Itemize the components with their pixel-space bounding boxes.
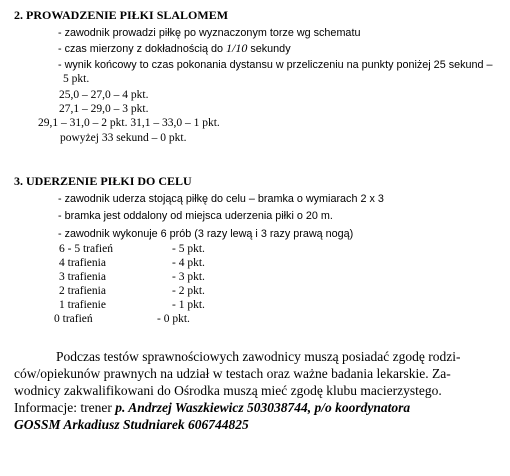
contact-coordinator: GOSSM Arkadiusz Studniarek 606744825	[14, 417, 249, 432]
target-hits: 3 trafienia	[59, 271, 106, 283]
target-points: - 3 pkt.	[172, 271, 205, 283]
target-rule-2: - bramka jest oddalony od miejsca uderzenia piłki o 20 m.	[58, 210, 333, 222]
slalom-score-1: 25,0 – 27,0 – 4 pkt.	[59, 89, 149, 101]
slalom-score-4: powyżej 33 sekund – 0 pkt.	[60, 132, 187, 144]
target-points: - 2 pkt.	[172, 285, 205, 297]
slalom-rule-2-unit: sekundy	[247, 43, 291, 55]
contact-coach: p. Andrzej Waszkiewicz 503038744, p/o koordynatora	[115, 400, 411, 415]
section-heading-slalom: 2. PROWADZENIE PIŁKI SLALOMEM	[14, 8, 229, 22]
target-hits: 4 trafienia	[59, 257, 106, 269]
slalom-rule-2	[58, 42, 291, 56]
target-points: - 5 pkt.	[172, 243, 205, 255]
closing-line-4	[14, 399, 410, 416]
slalom-rule-1: - zawodnik prowadzi piłkę po wyznaczonym torze wg schematu	[58, 27, 361, 39]
target-hits: 6 - 5 trafień	[59, 243, 113, 255]
slalom-score-3: 29,1 – 31,0 – 2 pkt. 31,1 – 33,0 – 1 pkt.	[38, 117, 220, 129]
target-points: - 4 pkt.	[172, 257, 205, 269]
target-points: - 0 pkt.	[157, 313, 190, 325]
closing-line-1: Podczas testów sprawnościowych zawodnicy muszą posiadać zgodę rodzi-	[56, 349, 461, 364]
closing-line-3: wodnicy zakwalifikowani do Ośrodka muszą mieć zgodę klubu macierzystego.	[14, 383, 442, 398]
target-points: - 1 pkt.	[172, 299, 205, 311]
target-hits: 1 trafienie	[59, 299, 106, 311]
slalom-rule-3: - wynik końcowy to czas pokonania dystansu w przeliczeniu na punkty poniżej 25 sekund –	[58, 59, 493, 71]
contact-label: Informacje: trener	[14, 400, 116, 415]
slalom-rule-2-text: - czas mierzony z dokładnością do	[58, 43, 227, 55]
section-heading-target: 3. UDERZENIE PIŁKI DO CELU	[14, 174, 192, 188]
closing-line-2: ców/opiekunów prawnych na udział w testach oraz ważne badania lekarskie. Za-	[14, 366, 451, 381]
slalom-rule-3-cont: 5 pkt.	[63, 73, 90, 85]
slalom-rule-2-precision: 1/10	[226, 41, 248, 55]
target-hits: 2 trafienia	[59, 285, 106, 297]
slalom-score-2: 27,1 – 29,0 – 3 pkt.	[59, 103, 149, 115]
target-rule-3: - zawodnik wykonuje 6 prób (3 razy lewą i 3 razy prawą nogą)	[58, 228, 354, 240]
target-rule-1: - zawodnik uderza stojącą piłkę do celu – bramka o wymiarach 2 x 3	[58, 193, 384, 205]
target-hits: 0 trafień	[54, 313, 93, 325]
